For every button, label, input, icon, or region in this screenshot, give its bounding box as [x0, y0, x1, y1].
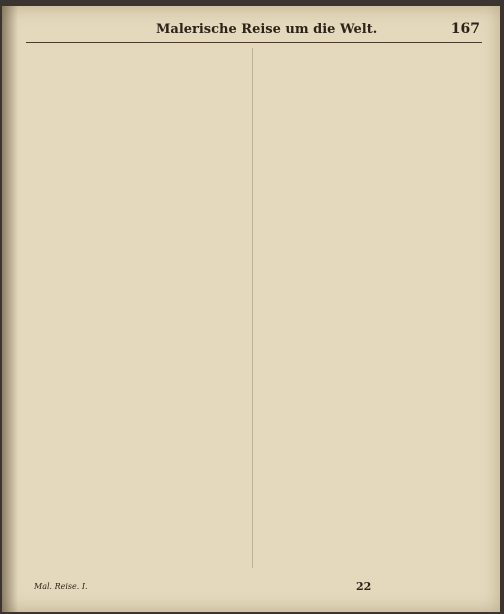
- paragraph: [26, 82, 246, 91]
- column-divider: [252, 48, 253, 568]
- paragraph: [260, 48, 480, 57]
- paragraph: [26, 57, 246, 66]
- running-title: Malerische Reise um die Welt.: [156, 22, 378, 37]
- right-text-column: [260, 48, 480, 568]
- paragraph: [260, 74, 480, 83]
- page-footer: [26, 580, 482, 594]
- book-page: [2, 6, 500, 612]
- paragraph: [26, 65, 246, 74]
- paragraph: [26, 91, 246, 100]
- paragraph: [260, 91, 480, 100]
- paragraph: [260, 57, 480, 66]
- page-number: 167: [450, 21, 480, 37]
- left-text-column: [26, 48, 246, 568]
- running-header: [26, 20, 482, 43]
- signature-mark: Mal. Reise. I.: [34, 582, 88, 591]
- paragraph: [260, 65, 480, 74]
- paragraph: [26, 74, 246, 83]
- sheet-number: 22: [356, 580, 372, 593]
- paragraph: [260, 82, 480, 91]
- paragraph: [26, 48, 246, 57]
- page-spine-shadow: [2, 6, 18, 612]
